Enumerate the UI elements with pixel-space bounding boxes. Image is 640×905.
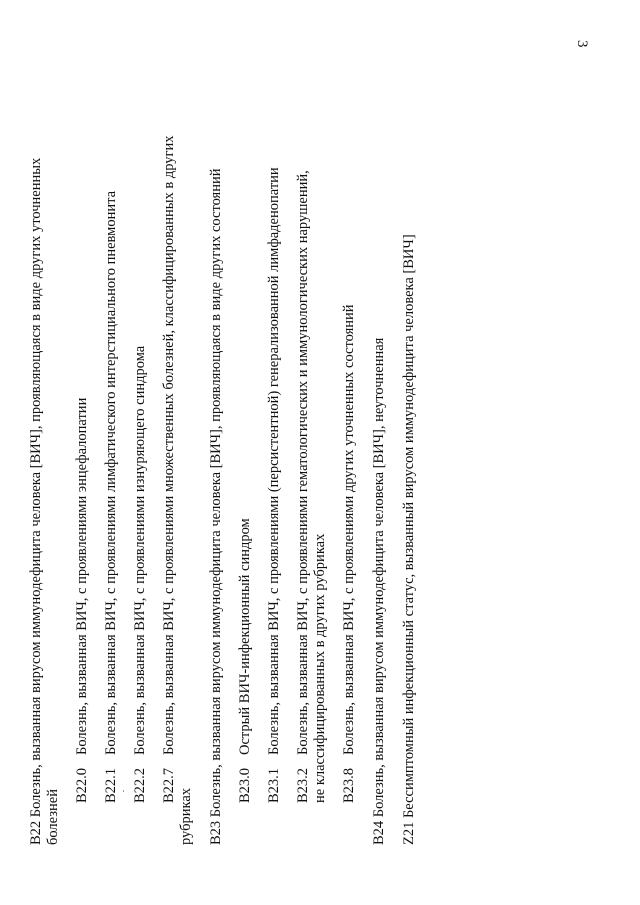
section-b24 [371, 65, 388, 845]
section-title-z21: Z21 Бессимптомный инфекционный статус, вызванный вирусом иммунодефицита человека [ВИЧ] [401, 234, 417, 845]
section-title-b22-cont: болезней [45, 789, 61, 845]
item-text: Болезнь, вызванная ВИЧ, с проявлениями множественных болезней, классифицированных в других [161, 135, 177, 755]
list-item-b22-1 [103, 65, 120, 803]
list-item-b22-0 [74, 65, 91, 803]
section-z21 [401, 65, 418, 845]
section-title-b23: B23 Болезнь, вызванная вирусом иммунодефицита человека [ВИЧ], проявляющаяся в виде других состояний [208, 168, 224, 845]
item-text-cont: рубриках [178, 787, 194, 845]
item-text-cont: не классифицированных в других рубриках [312, 533, 328, 803]
item-code: B22.2 [132, 767, 148, 803]
list-item-b23-8 [341, 65, 358, 803]
item-code: B22.0 [74, 767, 90, 803]
item-text: Болезнь, вызванная ВИЧ, с проявлениями гематологических и иммунологических нарушений, [295, 170, 311, 755]
list-item-b23-1 [266, 65, 283, 803]
section-title-b24: B24 Болезнь, вызванная вирусом иммунодефицита человека [ВИЧ], неуточненная [371, 337, 387, 845]
item-code: B23.1 [266, 767, 282, 803]
list-item-b23-2 [295, 65, 312, 803]
list-item-b23-0 [237, 65, 254, 803]
item-code: B22.1 [103, 767, 119, 803]
item-text: Болезнь, вызванная ВИЧ, с проявлениями (персистентной) генерализованной лимфаденопатии [266, 167, 282, 755]
section-b23 [208, 65, 358, 845]
item-code: B23.0 [237, 767, 253, 803]
item-code: B23.8 [341, 767, 357, 803]
section-title-b22: B22 Болезнь, вызванная вирусом иммунодефицита человека [ВИЧ], проявляющаяся в виде других уточненных [28, 157, 44, 845]
item-text: Болезнь, вызванная ВИЧ, с проявлениями других уточненных состояний [341, 304, 357, 755]
item-code: B22.7 [161, 767, 177, 803]
item-code: B23.2 [295, 767, 311, 803]
list-item-b22-7 [161, 65, 178, 803]
page-number: 3 [574, 40, 590, 48]
section-b22 [28, 65, 195, 845]
item-text: Болезнь, вызванная ВИЧ, с проявлениями лимфатического интерстициального пневмонита [103, 190, 119, 755]
item-text: Болезнь, вызванная ВИЧ, с проявлениями энцефалопатии [74, 397, 90, 755]
list-item-b22-2 [132, 65, 149, 803]
item-text: Острый ВИЧ-инфекционный синдром [237, 518, 253, 755]
rotated-content [28, 65, 418, 845]
item-text: Болезнь, вызванная ВИЧ, с проявлениями изнуряющего синдрома [132, 345, 148, 755]
